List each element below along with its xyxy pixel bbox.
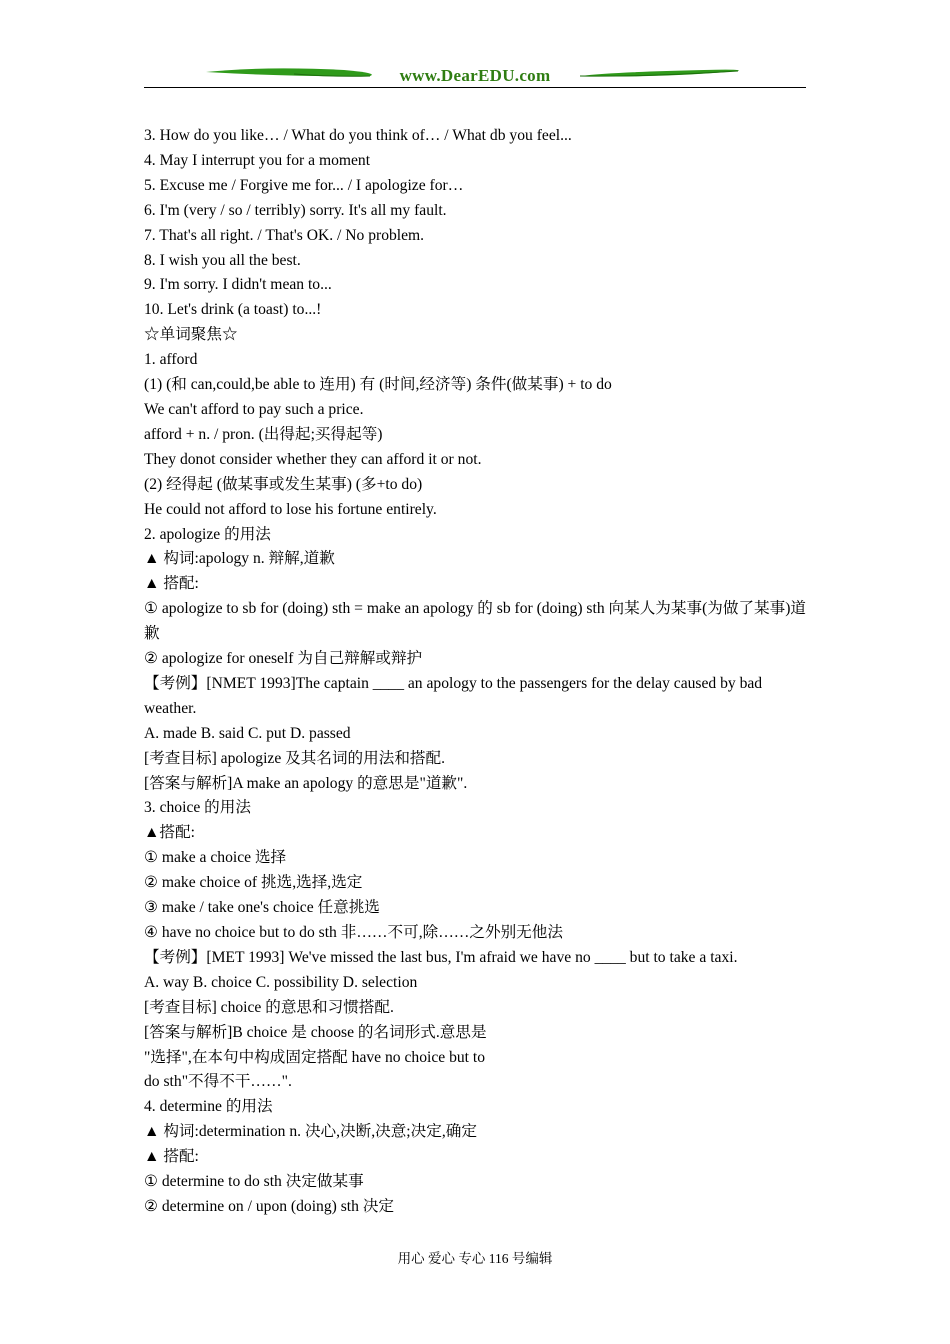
text-line: ▲ 搭配: xyxy=(144,1148,199,1166)
text-line: He could not afford to lose his fortune entirely. xyxy=(144,500,437,518)
text-line: 6. I'm (very / so / terribly) sorry. It's all my fault. xyxy=(144,201,447,219)
text-line: ▲ 构词:determination n. 决心,决断,决意;决定,确定 xyxy=(144,1123,477,1141)
text-line: ① make a choice 选择 xyxy=(144,849,287,867)
text-line: [考查目标] choice 的意思和习惯搭配. xyxy=(144,998,394,1016)
text-line: They donot consider whether they can afford it or not. xyxy=(144,450,482,468)
text-line: 1. afford xyxy=(144,351,198,369)
text-line: ② apologize for oneself 为自己辩解或辩护 xyxy=(144,650,423,668)
text-line: ① apologize to sb for (doing) sth = make an apology 的 sb for (doing) sth 向某人为某事(为做了某事)道歉 xyxy=(144,600,807,643)
page-footer: 用心 爱心 专心 116 号编辑 xyxy=(397,1251,553,1266)
text-line: We can't afford to pay such a price. xyxy=(144,400,364,418)
text-line: ② make choice of 挑选,选择,选定 xyxy=(144,874,363,892)
text-line: 【考例】[MET 1993] We've missed the last bus, I'm afraid we have no ____ but to take a taxi. xyxy=(144,948,738,966)
text-line: [答案与解析]A make an apology 的意思是"道歉". xyxy=(144,774,468,792)
text-line: afford + n. / pron. (出得起;买得起等) xyxy=(144,425,383,443)
text-line: ② determine on / upon (doing) sth 决定 xyxy=(144,1197,395,1215)
site-watermark-text: www.DearEDU.com xyxy=(399,66,551,85)
text-line: 9. I'm sorry. I didn't mean to... xyxy=(144,276,332,294)
text-line: 4. determine 的用法 xyxy=(144,1098,273,1116)
document-body xyxy=(144,124,808,1220)
text-line: ▲ 搭配: xyxy=(144,575,199,593)
text-line: ① determine to do sth 决定做某事 xyxy=(144,1173,364,1191)
text-line: A. made B. said C. put D. passed xyxy=(144,724,351,742)
text-line: 5. Excuse me / Forgive me for... / I apologize for… xyxy=(144,176,464,194)
text-line: ▲搭配: xyxy=(144,824,195,842)
text-line: 3. choice 的用法 xyxy=(144,799,251,817)
text-line: [考查目标] apologize 及其名词的用法和搭配. xyxy=(144,749,446,767)
text-line: ④ have no choice but to do sth 非……不可,除……之外别无他法 xyxy=(144,924,563,941)
text-line: ▲ 构词:apology n. 辩解,道歉 xyxy=(144,550,335,568)
page-header xyxy=(144,62,806,90)
text-line: [答案与解析]B choice 是 choose 的名词形式.意思是 xyxy=(144,1023,487,1041)
text-line: 8. I wish you all the best. xyxy=(144,251,301,269)
text-line: "选择",在本句中构成固定搭配 have no choice but to xyxy=(144,1048,486,1066)
text-line: do sth"不得不干……". xyxy=(144,1073,292,1091)
text-line: (2) 经得起 (做某事或发生某事) (多+to do) xyxy=(144,475,423,493)
text-line: 3. How do you like… / What do you think of… / What db you feel... xyxy=(144,127,572,144)
text-line: 7. That's all right. / That's OK. / No problem. xyxy=(144,226,425,244)
text-line: 4. May I interrupt you for a moment xyxy=(144,151,371,169)
text-line: 2. apologize 的用法 xyxy=(144,525,271,543)
text-line: 【考例】[NMET 1993]The captain ____ an apology to the passengers for the delay caused by bad weather. xyxy=(144,674,763,717)
text-line: (1) (和 can,could,be able to 连用) 有 (时间,经济等) 条件(做某事) + to do xyxy=(144,376,612,394)
section-heading: ☆单词聚焦☆ xyxy=(144,326,238,344)
text-line: 10. Let's drink (a toast) to...! xyxy=(144,301,322,319)
text-line: ③ make / take one's choice 任意挑选 xyxy=(144,899,380,917)
header-divider xyxy=(144,87,806,88)
text-line: A. way B. choice C. possibility D. selection xyxy=(144,973,418,991)
